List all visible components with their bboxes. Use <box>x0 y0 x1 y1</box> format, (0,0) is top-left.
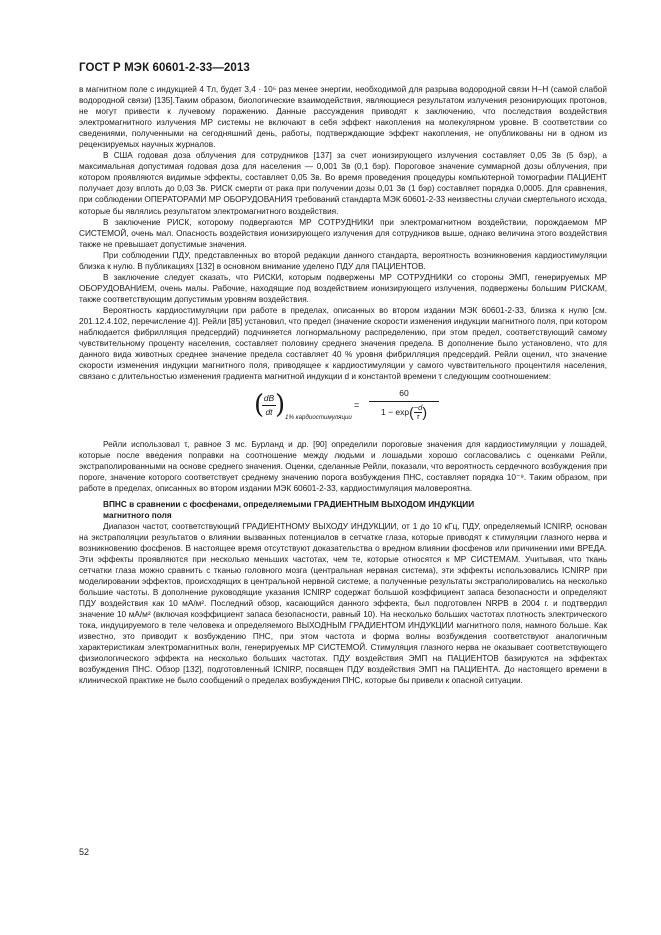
right-paren: ) <box>275 390 286 421</box>
formula-subscript: 1% кардиостимуляции <box>285 414 352 422</box>
section-title-line: магнитного поля <box>103 510 172 520</box>
paragraph: в магнитном поле с индукцией 4 Тл, будет 3,4 · 10⁵ раз менее энергии, необходимой для разрыва водородной связи Н–Н (самой слабой водородной связи) [135].Таким образом, биологические взаимодействия, являющиеся результатом излучения резонирующих протонов, не могут привести к лучевому поражению. Данные рассуждения приводят к заключению, что последствия воздействия электромагнитного излучения МР системы не включают в себя эффект накопления на молекулярном уровне. В соответствии со сведениями, полученными на сегодняшний день, работы, подтверждающие эффект накопления, не опубликованы ни в одном из рецензируемых научных журналов. <box>79 85 607 150</box>
paragraph: Рейли использовал τ, равное 3 мс. Бурланд и др. [90] определили пороговые значения для кардиостимуляции у лошадей, которые после введения поправки на соотношение между людьми и лошадьми хорошо согласовались с оценками Рейли, экстраполированными на основе среднего значения. Оценки, сделанные Рейли, показали, что вероятность сердечного возбуждения при пороге, значение которого соответствует среднему значению порога возбуждения ПНС, составляет порядка 10⁻⁹. Таким образом, при работе в пределах, описанных во втором издании МЭК 60601-2-33, кардиостимуляция маловероятна. <box>79 440 607 494</box>
paragraph: Вероятность кардиостимуляции при работе в пределах, описанных во втором издании МЭК 60601-2-33, близка к нулю [см. 201.12.4.102, перечисление 4)]. Рейли [85] установил, что предел (значение скорости изменения индукции магнитного поля, при котором наблюдается фибрилляция предсердий) подчиняется логнормальному распределению, при этом предел, соответствующий самому чувствительному проценту населения, составляет половину среднего значения предела. В дополнение было установлено, что для данного вида животных среднее значение предела составляет 40 % уровня фибрилляция предсердий. Рейли оценил, что значение скорости изменения индукции магнитного поля, приводящее к кардиостимуляции у самого чувствительного процентиля населения, связано с длительностью изменения градиента магнитной индукции d и константой времени τ следующим соотношением: <box>79 305 607 382</box>
paragraph: Диапазон частот, соответствующий ГРАДИЕНТНОМУ ВЫХОДУ ИНДУКЦИИ, от 1 до 10 кГц, ПДУ, определяемый ICNIRP, основан на экстраполяции результатов о влиянии вызванных потенциалов в сетчатке глаза, которые приводят к стимуляции глазного нерва и возникновению фосфенов. В настоящее время отсутствуют доказательства о вредном влиянии фосфенов или причинении ими ВРЕДА. Эти эффекты проявляются при несколько меньших частотах, чем те, которые относятся к МР СИСТЕМАМ. Учитывая, что ткань сетчатки глаза можно сравнить с тканью головного мозга (центральная нервная система), эти эффекты использовались ICNIRP при моделировании эффектов, происходящих в центральной нервной системе, а полученные результаты экстраполировались на несколько большие частоты. В дополнение руководящие указания ICNIRP содержат большой коэффициент запаса безопасности и определяют ПДУ воздействия как 10 мА/м². Последний обзор, касающийся данного эффекта, был подготовлен NRPB в 2004 г. и подтвердил значение 10 мА/м² (включая коэффициент запаса безопасности, равный 10). На несколько больших частотах плотность электрического тока, индуцируемого в теле человека и определяемого ВЫХОДНЫМ ГРАДИЕНТОМ ИНДУКЦИИ магнитного поля, намного больше. Как известно, это приводит к возбуждению ПНС, при этом частота и форма волны возбуждения соответствуют аналогичным характеристикам электромагнитных волн, генерируемых МР СИСТЕМОЙ. Стимуляция глазного нерва не оказывает соответствующего физиологического эффекта на несколько больших частотах. ПДУ воздействия ЭМП на ПАЦИЕНТОВ базируются на эффектах возбуждения ПНС. Обзор [132], подготовленный ICNIRP, посвящен ПДУ воздействия ЭМП на ПАЦИЕНТА. До настоящего времени в клинической практике не было сообщений о пределах возбуждения ПНС, которые бы привели к опасной ситуации. <box>79 521 607 686</box>
paragraph: В заключение следует сказать, что РИСКИ, которым подвержены МР СОТРУДНИКИ со стороны ЭМП, генерируемых МР ОБОРУДОВАНИЕМ, очень малы. Рабочие, находящие под воздействием ионизирующего излучения, подвержены большим РИСКАМ, также соответствующим допустимым уровням воздействия. <box>79 272 607 304</box>
formula-exp-prefix: 1 − exp <box>380 407 410 418</box>
formula-rhs-denominator <box>369 402 439 421</box>
paragraph: В США годовая доза облучения для сотрудников [137] за счет ионизирующего излучения составляет 0,05 Зв (5 бэр), а максимальная допустимая годовая доза для населения — 0,001 Зв (0,1 бэр). Пороговое значение суммарной дозы облучения, при котором проявляются видимые эффекты, составляет 0,05 Зв. Во время проведения процедуры компьютерной томографии ПАЦИЕНТ получает дозу вплоть до 0,03 Зв. РИСК смерти от рака при получении дозы 0,01 Зв (1 бэр) составляет порядка 0,0005. Для сравнения, при соблюдении ОПЕРАТОРАМИ МР ОБОРУДОВАНИЯ требований стандарта МЭК 60601-2-33 неизвестны случаи смертельного исхода, которые бы являлись результатом электромагнитного воздействия. <box>79 151 607 216</box>
formula-rhs-numerator: 60 <box>369 388 439 402</box>
paragraph: При соблюдении ПДУ, представленных во второй редакции данного стандарта, вероятность возникновения кардиостимуляции близка к нулю. В публикациях [132] в основном внимание уделено ПДУ для ПАЦИЕНТОВ. <box>79 250 607 271</box>
formula-inner-numerator: −d <box>413 403 423 413</box>
section-title-line: ВПНС в сравнении с фосфенами, определяемыми ГРАДИЕНТНЫМ ВЫХОДОМ ИНДУКЦИИ <box>103 499 475 509</box>
section-title <box>79 499 607 521</box>
paragraph: В заключение РИСК, которому подвергаются МР СОТРУДНИКИ при электромагнитном воздействии, порождаемом МР СИСТЕМОЙ, очень мал. Опасность воздействия ионизирующего излучения для сотрудников выше, однако величина этого воздействия также не превышает допустимые значения. <box>79 217 607 249</box>
document-body <box>79 84 607 686</box>
formula-equals: = <box>354 400 360 411</box>
derivative-fraction <box>262 393 276 418</box>
formula-lhs-denominator: dt <box>265 407 273 418</box>
rhs-fraction <box>369 388 439 421</box>
left-paren: ( <box>254 390 265 421</box>
document-header: ГОСТ Р МЭК 60601-2-33—2013 <box>79 62 250 74</box>
right-paren: ) <box>422 404 428 421</box>
page-number: 52 <box>79 847 90 857</box>
left-paren: ( <box>409 404 414 421</box>
formula-lhs-numerator: dB <box>262 393 276 406</box>
formula <box>79 387 607 433</box>
formula-inner-denominator: τ <box>416 412 420 422</box>
